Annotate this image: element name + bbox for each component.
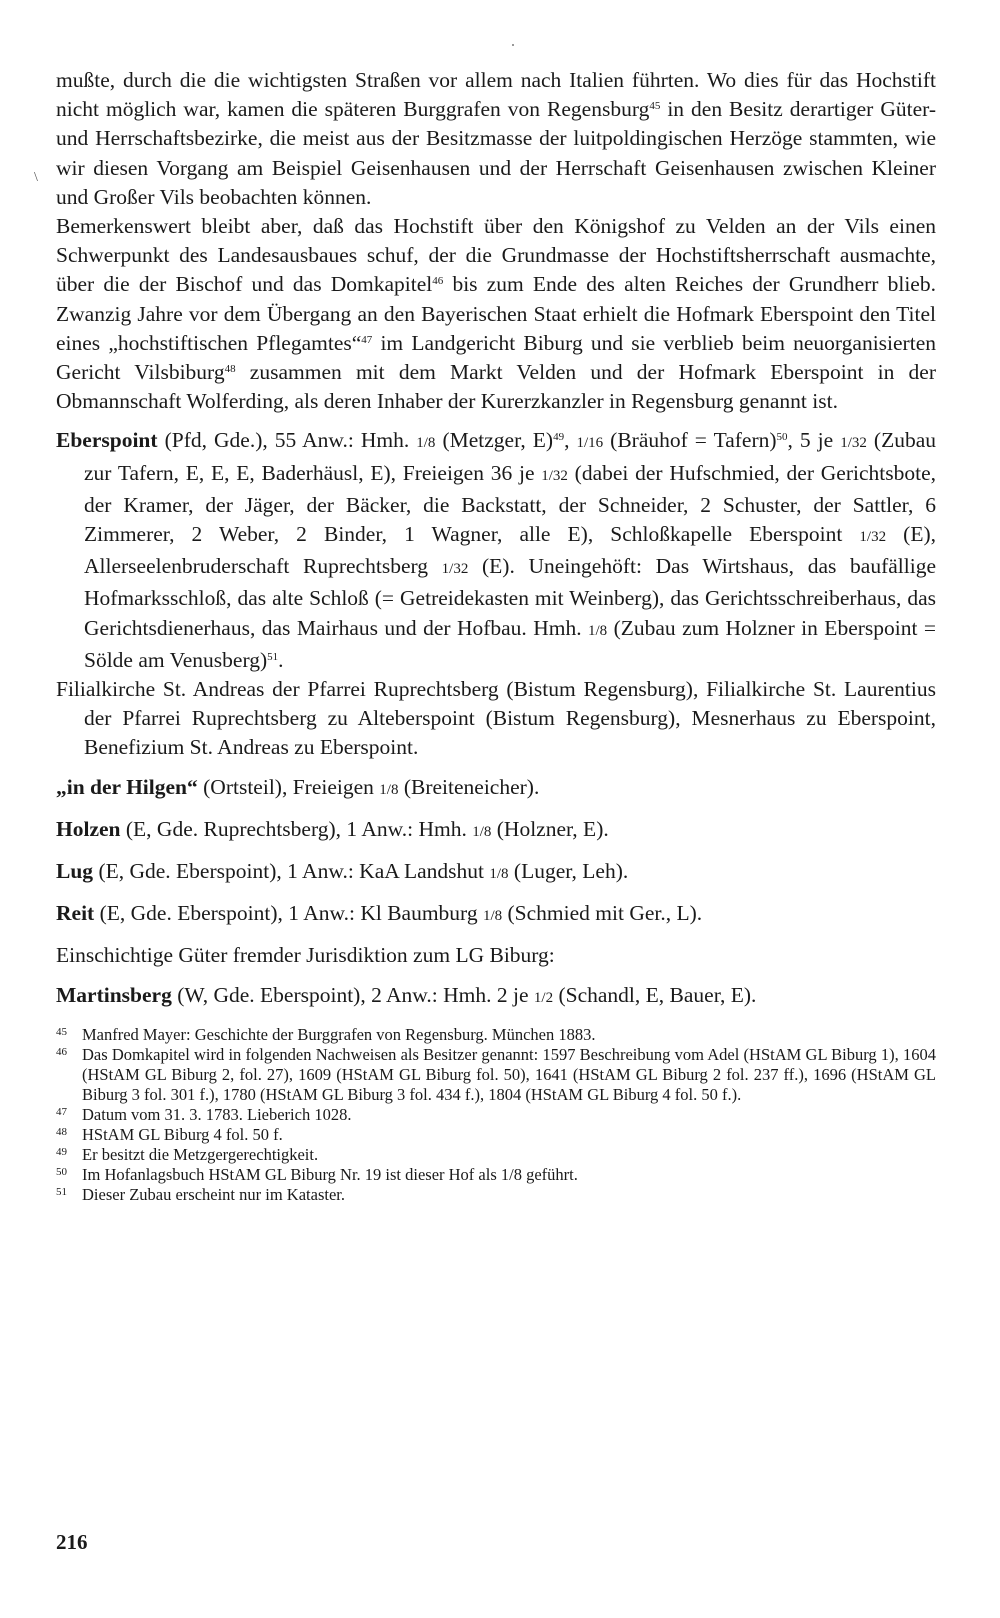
footnote: 46 Das Domkapitel wird in folgenden Nachweisen als Besitzer genannt: 1597 Beschreibung vom Adel (HStAM GL Biburg 1), 1604 (HStAM GL Biburg 2, fol. 27), 1609 (HStAM GL Biburg fol. 50), 1641 (HStAM GL Biburg 2 fol. 237 ff.), 1696 (HStAM GL Biburg 3 fol. 301 f.), 1780 (HStAM GL Biburg 3 fol. 434 f.), 1804 (HStAM GL Biburg 4 fol. 50 f.).: [56, 1044, 936, 1104]
margin-mark: \: [34, 170, 38, 185]
section-heading-einschichtige: Einschichtige Güter fremder Jurisdiktion zum LG Biburg:: [56, 943, 555, 968]
entry-title: Holzen: [56, 816, 121, 841]
entry-title: Martinsberg: [56, 982, 172, 1007]
footnotes: [56, 1025, 936, 1205]
footnote-ref-46: 46: [432, 275, 444, 288]
footnote: 48 HStAM GL Biburg 4 fol. 50 f.: [56, 1124, 283, 1144]
footnote: 45 Manfred Mayer: Geschichte der Burggrafen von Regensburg. München 1883.: [56, 1024, 596, 1044]
paragraph-2: Bemerkenswert bleibt aber, daß das Hochstift über den Königshof zu Velden an der Vils einen Schwerpunkt des Landesausbaues schuf, der die Grundmasse der Hochstiftsherrschaft ausmachte, über die der Bischof und das Domkapitel$^{46}$ bis zum Ende des alten Reiches der Grundherr blieb. Zwanzig Jahre vor dem Übergang an den Bayerischen Staat erhielt die Hofmark Eberspoint den Titel eines „hochstiftischen Pflegamtes“$^{47}$ im Landgericht Biburg und sie verblieb beim neuorganisierten Gericht Vilsbiburg$^{48}$ zusammen mit dem Markt Velden und der Hofmark Eberspoint in der Obmannschaft Wolferding, als deren Inhaber der Kurerzkanzler in Regensburg genannt ist.: [56, 214, 937, 414]
footnote: 49 Er besitzt die Metzgergerechtigkeit.: [56, 1144, 319, 1164]
entry-hilgen: „in der Hilgen“ (Ortsteil), Freieigen 1/8 (Breiteneicher).: [56, 774, 540, 799]
footnote-ref-45: 45: [649, 100, 661, 113]
footnote-ref-47: 47: [361, 333, 373, 346]
footnote-ref-49: 49: [553, 431, 565, 444]
entry-holzen: Holzen (E, Gde. Ruprechtsberg), 1 Anw.: Hmh. 1/8 (Holzner, E).: [56, 816, 609, 841]
entry-title: Eberspoint: [56, 428, 158, 453]
intro-text: [56, 66, 936, 416]
footnote: 47 Datum vom 31. 3. 1783. Lieberich 1028.: [56, 1104, 352, 1124]
entry-eberspoint: Eberspoint (Pfd, Gde.), 55 Anw.: Hmh. 1/8 (Metzger, E)$^{49}$, 1/16 (Bräuhof = Tafern)$^{50}$, 5 je 1/32 (Zubau zur Tafern, E, E, E, Baderhäusl, E), Freieigen 36 je 1/32 (dabei der Hufschmied, der Gerichtsbote, der Kramer, der Jäger, der Bäcker, die Backstatt, der Schneider, 2 Schuster, der Sattler, 6 Zimmerer, 2 Weber, 2 Binder, 1 Wagner, alle E), Schloßkapelle Eberspoint 1/32 (E), Allerseelenbruderschaft Ruprechtsberg 1/32 (E). Uneingehöft: Das Wirtshaus, das baufällige Hofmarksschloß, das alte Schloß (= Getreidekasten mit Weinberg), das Gerichtsschreiberhaus, das Gerichtsdienerhaus, das Mairhaus und der Hofbau. Hmh. 1/8 (Zubau zum Holzner in Eberspoint = Sölde am Venusberg)$^{51}$. Filialkirche St. Andreas der Pfarrei Ruprechtsberg (Bistum Regensburg), Filialkirche St. Laurentius der Pfarrei Ruprechtsberg zu Alteberspoint (Bistum Regensburg), Mesnerhaus zu Eberspoint, Benefizium St. Andreas zu Eberspoint.: [56, 426, 936, 762]
footnote: 51 Dieser Zubau erscheint nur im Kataster.: [56, 1184, 345, 1204]
footnote: 50 Im Hofanlagsbuch HStAM GL Biburg Nr. 19 ist dieser Hof als 1/8 geführt.: [56, 1164, 578, 1184]
entry-churches: Filialkirche St. Andreas der Pfarrei Ruprechtsberg (Bistum Regensburg), Filialkirche St. Laurentius der Pfarrei Ruprechtsberg zu Alteberspoint (Bistum Regensburg), Mesnerhaus zu Eberspoint, Benefizium St. Andreas zu Eberspoint.: [56, 677, 936, 760]
entry-title: „in der Hilgen“: [56, 774, 198, 799]
entry-martinsberg: Martinsberg (W, Gde. Eberspoint), 2 Anw.: Hmh. 2 je 1/2 (Schandl, E, Bauer, E).: [56, 982, 757, 1007]
entry-reit: Reit (E, Gde. Eberspoint), 1 Anw.: Kl Baumburg 1/8 (Schmied mit Ger., L).: [56, 901, 703, 926]
page-number: 216: [56, 1530, 88, 1554]
paragraph-1: mußte, durch die die wichtigsten Straßen vor allem nach Italien führten. Wo dies für das Hochstift nicht möglich war, kamen die späteren Burggrafen von Regensburg$^{45}$ in den Besitz derartiger Güter- und Herrschaftsbezirke, die meist aus der Besitzmasse der luitpoldingischen Herzöge stammten, wie wir diesen Vorgang am Beispiel Geisenhausen und der Herrschaft Geisenhausen zwischen Kleiner und Großer Vils beobachten können.: [56, 68, 936, 209]
entry-title: Lug: [56, 859, 94, 884]
footnote-ref-50: 50: [776, 431, 788, 444]
footnote-ref-51: 51: [267, 650, 279, 663]
speck-mark: [512, 44, 514, 46]
footnote-ref-48: 48: [224, 363, 236, 376]
page-body: [56, 66, 936, 1205]
entry-lug: Lug (E, Gde. Eberspoint), 1 Anw.: KaA Landshut 1/8 (Luger, Leh).: [56, 859, 629, 884]
entry-title: Reit: [56, 901, 95, 926]
